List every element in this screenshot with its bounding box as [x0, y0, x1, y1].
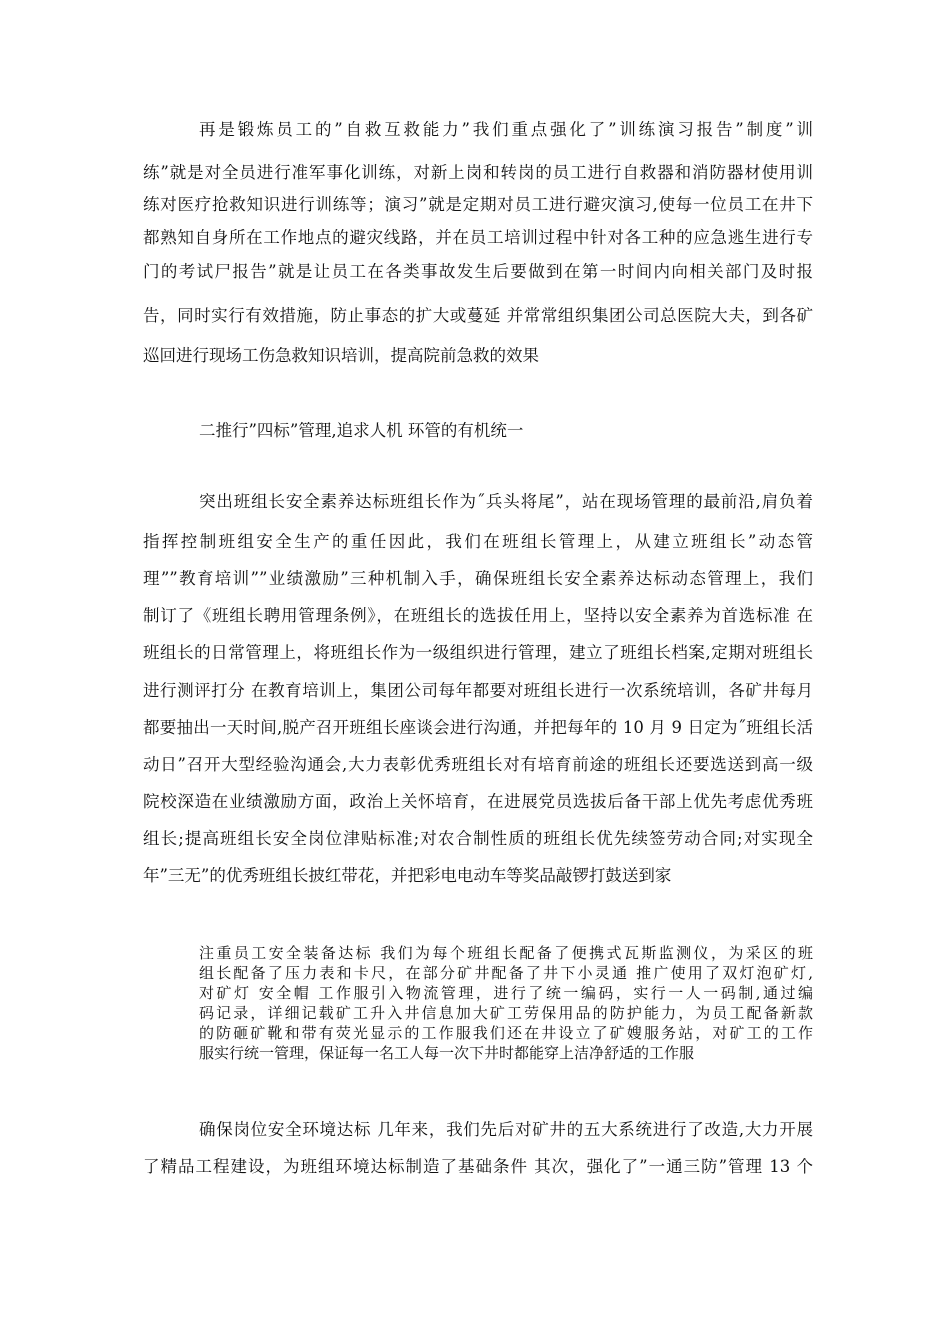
paragraph-line: 突出班组长安全素养达标班组长作为˝兵头将尾”，站在现场管理的最前沿,肩负着: [199, 492, 813, 511]
paragraph-line: 门的考试尸报告”就是让员工在各类事故发生后要做到在第一时间内向相关部门及时报: [143, 262, 813, 281]
paragraph-line: 组长;提高班组长安全岗位津贴标准;对农合制性质的班组长优先续签劳动合同;对实现全: [143, 829, 813, 848]
paragraph-line: 组长配备了压力表和卡尺，在部分矿井配备了井下小灵通 推广使用了双灯泡矿灯,: [199, 964, 813, 982]
paragraph-line: 都要抽出一天时间,脱产召开班组长座谈会进行沟通，并把每年的 10 月 9 日定为˝班组长活: [143, 718, 813, 737]
paragraph-line: 练”就是对全员进行准军事化训练，对新上岗和转岗的员工进行自救器和消防器材使用训: [143, 163, 813, 182]
paragraph-line: 告，同时实行有效措施，防止事态的扩大或蔓延 并常常组织集团公司总医院大夫，到各矿: [143, 306, 813, 325]
paragraph-line: 确保岗位安全环境达标 几年来，我们先后对矿井的五大系统进行了改造,大力开展: [199, 1120, 813, 1139]
paragraph-line: 都熟知自身所在工作地点的避灾线路，并在员工培训过程中针对各工种的应急逃生进行专: [143, 228, 813, 247]
paragraph-equipment: [199, 943, 813, 1063]
paragraph-line: 制订了《班组长聘用管理条例》，在班组长的选拔任用上，坚持以安全素养为首选标准 在: [143, 606, 813, 625]
paragraph-line: 理””教育培训””业绩激励”三种机制入手，确保班组长安全素养达标动态管理上，我们: [143, 569, 813, 588]
paragraph-line: 巡回进行现场工伤急救知识培训，提高院前急救的效果: [143, 346, 539, 365]
paragraph-line: 服实行统一管理，保证每一名工人每一次下井时都能穿上洁净舒适的工作服: [199, 1044, 695, 1062]
paragraph-line: 了精品工程建设，为班组环境达标制造了基础条件 其次，强化了”一通三防”管理 13 个: [143, 1157, 813, 1176]
paragraph-line: 动日”召开大型经验沟通会,大力表彰优秀班组长对有培育前途的班组长还要选送到高一级: [143, 755, 813, 774]
paragraph-line: 院校深造在业绩激励方面，政治上关怀培育，在进展党员选拔后备干部上优先考虑优秀班: [143, 792, 813, 811]
paragraph-line: 注重员工安全装备达标 我们为每个班组长配备了便携式瓦斯监测仪，为采区的班: [199, 944, 813, 962]
section-heading: 二推行”四标”管理,追求人机 环管的有机统一: [199, 421, 524, 440]
paragraph-line: 练对医疗抢救知识进行训练等；演习”就是定期对员工进行避灾演习,使每一位员工在井下: [143, 195, 813, 214]
paragraph-line: 指挥控制班组安全生产的重任因此，我们在班组长管理上，从建立班组长”动态管: [143, 532, 813, 551]
paragraph-line: 班组长的日常管理上，将班组长作为一级组织进行管理，建立了班组长档案,定期对班组长: [143, 643, 813, 662]
paragraph-line: 对矿灯 安全帽 工作服引入物流管理，进行了统一编码，实行一人一码制,通过编: [199, 984, 813, 1002]
paragraph-line: 码记录，详细记载矿工升入井信息加大矿工劳保用品的防护能力，为员工配备新款: [199, 1004, 813, 1022]
paragraph-line: 进行测评打分 在教育培训上，集团公司每年都要对班组长进行一次系统培训，各矿井每月: [143, 681, 813, 700]
paragraph-line: 年”三无”的优秀班组长披红带花，并把彩电电动车等奖品敲锣打鼓送到家: [143, 866, 672, 885]
paragraph-line: 再是锻炼员工的”自救互救能力”我们重点强化了”训练演习报告”制度”训: [199, 120, 813, 139]
paragraph-line: 的防砸矿靴和带有荧光显示的工作服我们还在井设立了矿嫂服务站，对矿工的工作: [199, 1024, 813, 1042]
